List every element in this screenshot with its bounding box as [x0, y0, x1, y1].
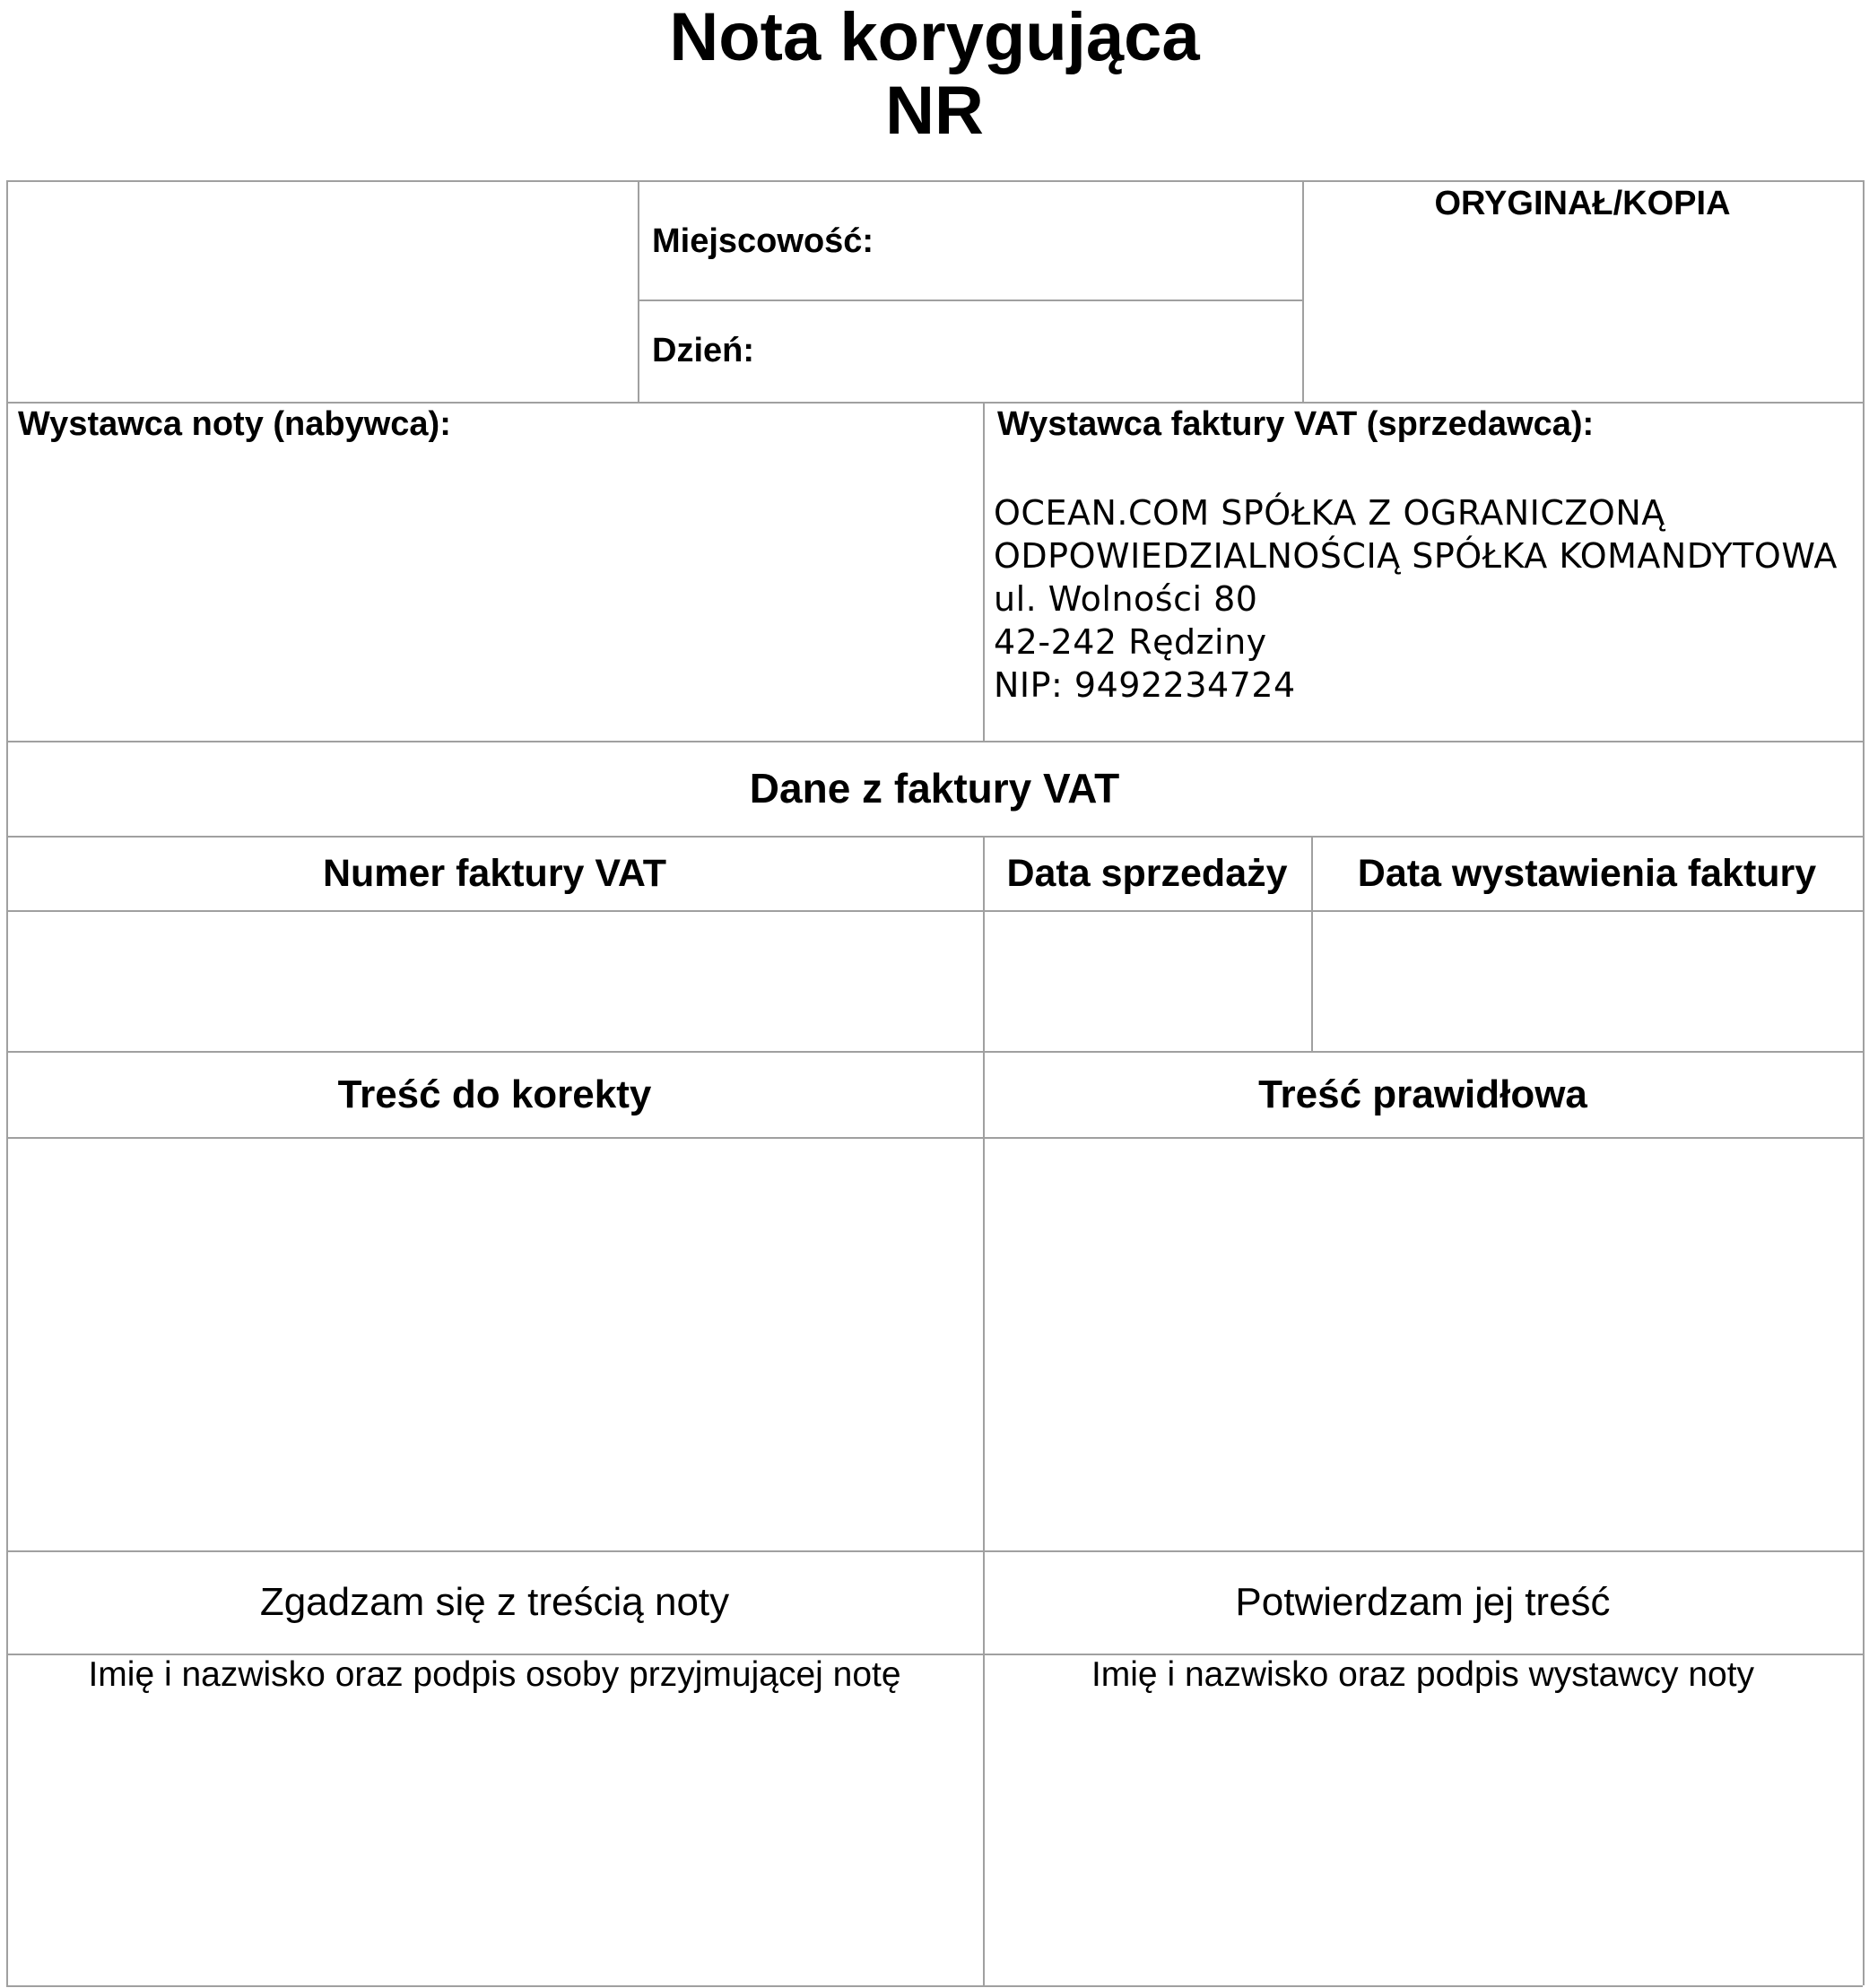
seller-city: 42-242 Rędziny	[994, 622, 1267, 662]
correct-content-header: Treść prawidłowa	[1258, 1072, 1587, 1116]
confirmation-statement: Potwierdzam jej treść	[1235, 1580, 1611, 1624]
seller-details	[994, 491, 1838, 707]
invoice-issuer-label: Wystawca faktury VAT (sprzedawca):	[997, 405, 1595, 443]
issuer-signature-caption: Imię i nazwisko oraz podpis wystawcy noty	[1091, 1655, 1755, 1694]
sale-date-field[interactable]	[983, 910, 1311, 1051]
incorrect-content-field[interactable]	[6, 1137, 983, 1550]
correct-content-field[interactable]	[983, 1137, 1863, 1550]
invoice-date-field[interactable]	[1311, 910, 1863, 1051]
place-field[interactable]	[638, 180, 1302, 300]
document-title: Nota korygująca	[669, 0, 1200, 75]
incorrect-content-header: Treść do korekty	[337, 1072, 652, 1116]
agreement-statement: Zgadzam się z treścią noty	[259, 1580, 730, 1624]
note-issuer-label: Wystawca noty (nabywca):	[18, 405, 451, 443]
original-copy-label: ORYGINAŁ/KOPIA	[1434, 185, 1731, 222]
seller-name-line2: ODPOWIEDZIALNOŚCIĄ SPÓŁKA KOMANDYTOWA	[994, 536, 1838, 576]
day-field[interactable]	[638, 300, 1302, 402]
issuer-signature-field[interactable]	[983, 1704, 1863, 1985]
seller-name-line1: OCEAN.COM SPÓŁKA Z OGRANICZONĄ	[994, 493, 1665, 533]
recipient-signature-caption: Imię i nazwisko oraz podpis osoby przyjmującej notę	[88, 1655, 901, 1694]
document-number-label: NR	[885, 73, 984, 149]
invoice-number-header: Numer faktury VAT	[322, 852, 667, 895]
invoice-date-header: Data wystawienia faktury	[1357, 852, 1817, 895]
seller-nip: NIP: 9492234724	[994, 665, 1296, 705]
sale-date-header: Data sprzedaży	[1006, 852, 1288, 895]
place-label: Miejscowość:	[652, 222, 874, 260]
recipient-signature-field[interactable]	[6, 1704, 983, 1985]
invoice-number-field[interactable]	[6, 910, 983, 1051]
invoice-data-title: Dane z faktury VAT	[749, 765, 1120, 812]
day-label: Dzień:	[652, 332, 754, 369]
seller-street: ul. Wolności 80	[994, 579, 1258, 619]
